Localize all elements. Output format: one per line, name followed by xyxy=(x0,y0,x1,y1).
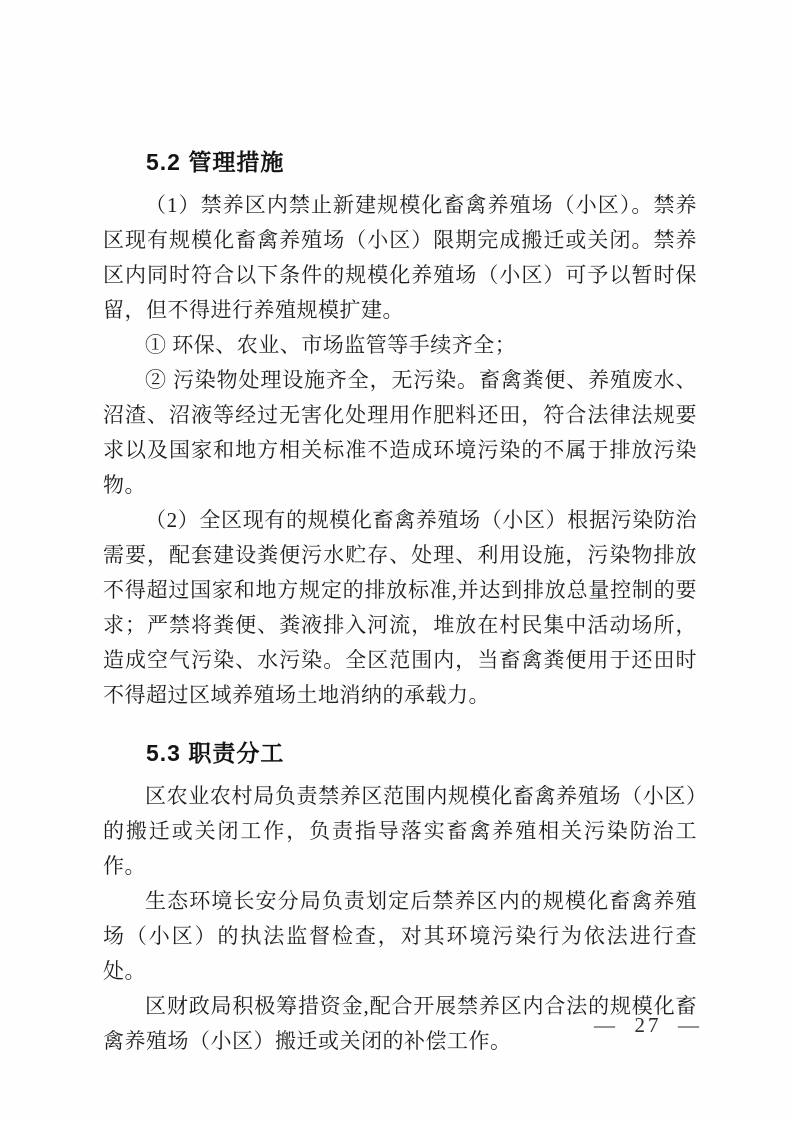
paragraph-condition-1: ① 环保、农业、市场监管等手续齐全； xyxy=(145,333,517,357)
document-content xyxy=(103,146,697,1059)
section-heading-management-measures: 5.2 管理措施 xyxy=(146,149,285,175)
paragraph-existing-farms-requirements: （2）全区现有的规模化畜禽养殖场（小区）根据污染防治需要，配套建设粪便污水贮存、处理、利用设施，污染物排放不得超过国家和地方规定的排放标准,并达到排放总量控制的要求；严禁将粪便、粪液排入河流，堆放在村民集中活动场所，造成空气污染、水污染。全区范围内，当畜禽粪便用于还田时不得超过区域养殖场土地消纳的承载力。 xyxy=(103,508,697,707)
section-heading-responsibilities: 5.3 职责分工 xyxy=(146,740,285,766)
paragraph-ecology-environment-branch: 生态环境长安分局负责划定后禁养区内的规模化畜禽养殖场（小区）的执法监督检查，对其环境污染行为依法进行查处。 xyxy=(103,889,697,983)
paragraph-agriculture-rural-bureau: 区农业农村局负责禁养区范围内规模化畜禽养殖场（小区）的搬迁或关闭工作，负责指导落实畜禽养殖相关污染防治工作。 xyxy=(103,784,697,878)
page-number: — 27 — xyxy=(594,1013,702,1037)
paragraph-finance-bureau: 区财政局积极筹措资金,配合开展禁养区内合法的规模化畜禽养殖场（小区）搬迁或关闭的补偿工作。 xyxy=(103,994,697,1053)
paragraph-condition-2: ② 污染物处理设施齐全，无污染。畜禽粪便、养殖废水、沼渣、沼液等经过无害化处理用作肥料还田，符合法律法规要求以及国家和地方相关标准不造成环境污染的不属于排放污染物。 xyxy=(103,368,697,497)
paragraph-new-farm-prohibition: （1）禁养区内禁止新建规模化畜禽养殖场（小区）。禁养区现有规模化畜禽养殖场（小区）限期完成搬迁或关闭。禁养区内同时符合以下条件的规模化养殖场（小区）可予以暂时保留，但不得进行养殖规模扩建。 xyxy=(103,193,697,322)
